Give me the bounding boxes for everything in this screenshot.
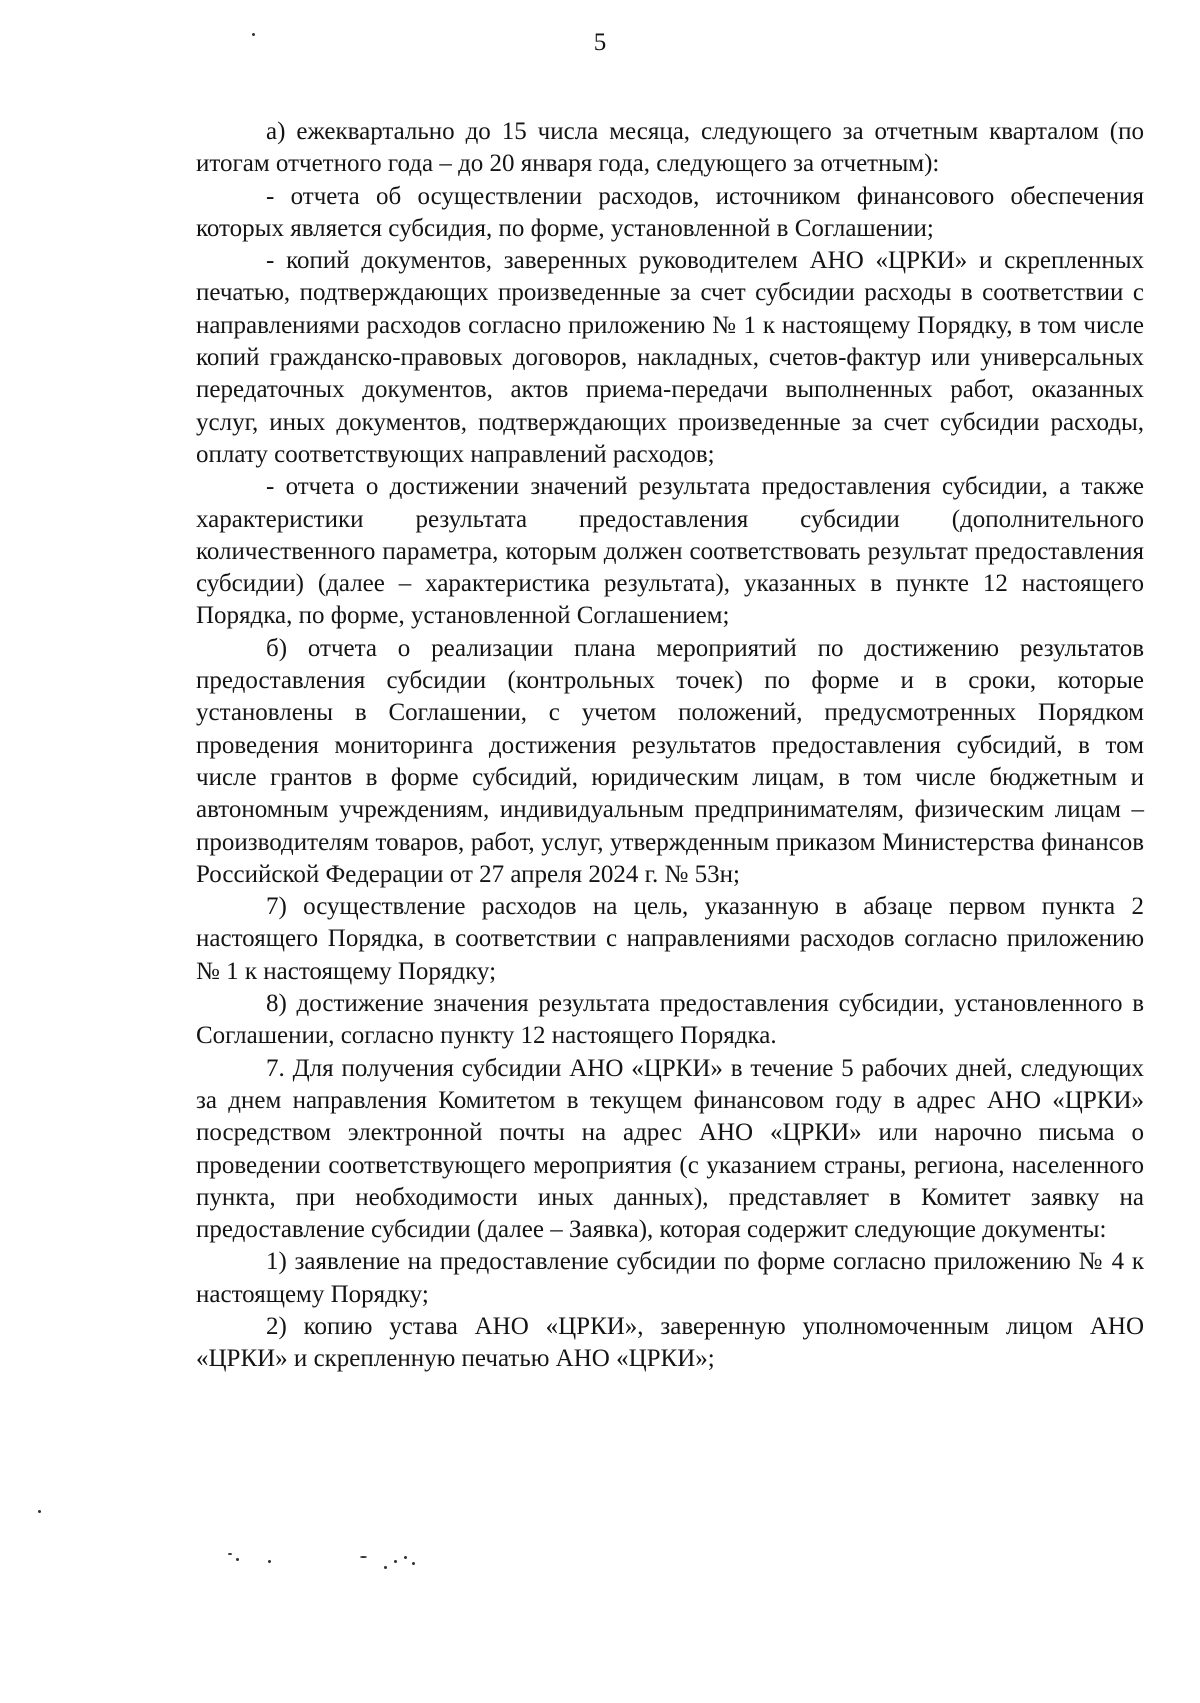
paragraph-item-1-statement: 1) заявление на предоставление субсидии по форме согласно приложению № 4 к настоящему Порядку;	[196, 1248, 1144, 1308]
page-number: 5	[593, 29, 607, 56]
scan-speck	[38, 1510, 41, 1513]
scan-speck	[384, 1566, 387, 1569]
paragraph-plan-report: б) отчета о реализации плана мероприятий по достижению результатов предоставления субсидии (контрольных точек) по форме и в сроки, которые установлены в Соглашении, с учетом положений, предусмотренных Порядком проведения мониторинга достижения результатов предоставления субсидий, в том числе грантов в форме субсидий, юридическим лицам, в том числе бюджетным и автономным учреждениям, индивидуальным предпринимателям, физическим лицам – производителям товаров, работ, услуг, утвержденным приказом Министерства финансов Российской Федерации от 27 апреля 2024 г. № 53н;	[196, 634, 1144, 888]
paragraph-item-8-result: 8) достижение значения результата предоставления субсидии, установленного в Соглашении, согласно пункту 12 настоящего Порядка.	[196, 990, 1144, 1050]
paragraph-document-copies: - копий документов, заверенных руководителем АНО «ЦРКИ» и скрепленных печатью, подтверждающих произведенные за счет субсидии расходы в соответствии с направлениями расходов согласно приложению № 1 к настоящему Порядку, в том числе копий гражданско-правовых договоров, накладных, счетов-фактур или универсальных передаточных документов, актов приема-передачи выполненных работ, оказанных услуг, иных документов, подтверждающих произведенные за счет субсидии расходы, оплату соответствующих направлений расходов;	[196, 247, 1144, 468]
paragraph-quarterly-reporting: а) ежеквартально до 15 числа месяца, следующего за отчетным кварталом (по итогам отчетного года – до 20 января года, следующего за отчетным):	[196, 118, 1144, 178]
paragraph-item-7-expenses: 7) осуществление расходов на цель, указанную в абзаце первом пункта 2 настоящего Порядка, в соответствии с направлениями расходов согласно приложению № 1 к настоящему Порядку;	[196, 893, 1144, 985]
scan-speck	[268, 1560, 271, 1563]
document-body	[196, 116, 1144, 1376]
paragraph-item-2-charter: 2) копию устава АНО «ЦРКИ», заверенную уполномоченным лицом АНО «ЦРКИ» и скрепленную печатью АНО «ЦРКИ»;	[196, 1312, 1144, 1373]
scan-speck	[394, 1560, 397, 1563]
scan-speck	[228, 1553, 232, 1555]
scan-speck	[412, 1562, 415, 1565]
scan-speck	[404, 1556, 407, 1559]
scan-speck	[236, 1558, 239, 1561]
scan-speck	[360, 1556, 367, 1558]
paragraph-clause-7-application: 7. Для получения субсидии АНО «ЦРКИ» в течение 5 рабочих дней, следующих за днем направления Комитетом в текущем финансовом году в адрес АНО «ЦРКИ» посредством электронной почты на адрес АНО «ЦРКИ» или нарочно письма о проведении соответствующего мероприятия (с указанием страны, региона, населенного пункта, при необходимости иных данных), представляет в Комитет заявку на предоставление субсидии (далее – Заявка), которая содержит следующие документы:	[196, 1054, 1144, 1244]
paragraph-result-report: - отчета о достижении значений результата предоставления субсидии, а также характеристики результата предоставления субсидии (дополнительного количественного параметра, которым должен соответствовать результат предоставления субсидии) (далее – характеристика результата), указанных в пункте 12 настоящего Порядка, по форме, установленной Соглашением;	[196, 473, 1144, 630]
paragraph-expense-report: - отчета об осуществлении расходов, источником финансового обеспечения которых является субсидия, по форме, установленной в Соглашении;	[196, 182, 1144, 242]
